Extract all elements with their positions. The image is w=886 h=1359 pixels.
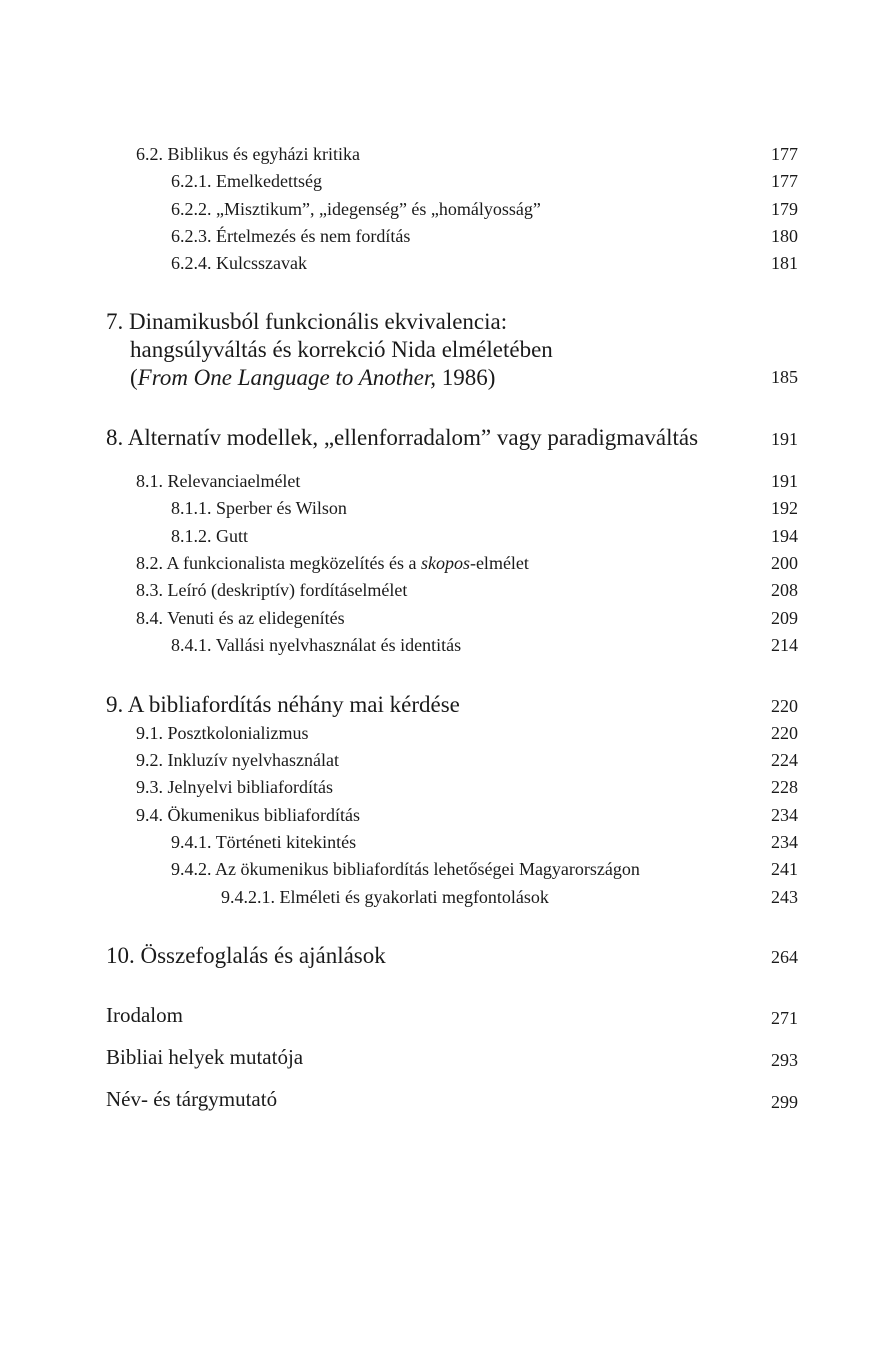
toc-entry-8-2 xyxy=(0,550,886,580)
toc-entry-9-4-2-1 xyxy=(0,884,886,914)
toc-entry-page: 208 xyxy=(771,580,798,600)
toc-entry-title: 8.4. Venuti és az elidegenítés xyxy=(136,608,345,628)
chapter-7-title-line-1: 7. Dinamikusból funkcionális ekvivalencia: xyxy=(106,309,508,334)
toc-entry-6-2-4 xyxy=(0,250,886,280)
chapter-10-page: 264 xyxy=(771,947,798,967)
toc-entry-page: 179 xyxy=(771,199,798,219)
chapter-9-title: 9. A bibliafordítás néhány mai kérdése xyxy=(106,692,460,717)
toc-entry-9-2 xyxy=(0,747,886,777)
chapter-8-title: 8. Alternatív modellek, „ellenforradalom” vagy paradigmaváltás xyxy=(106,425,699,450)
toc-entry-page: 241 xyxy=(771,859,798,879)
toc-entry-6-2-3 xyxy=(0,223,886,253)
toc-entry-title: 6.2.3. Értelmezés és nem fordítás xyxy=(171,226,411,246)
toc-entry-page: 243 xyxy=(771,887,798,907)
toc-entry-6-2 xyxy=(0,141,886,171)
toc-entry-title: 9.4.2.1. Elméleti és gyakorlati megfontolások xyxy=(221,887,549,907)
toc-chapter-9 xyxy=(0,691,886,721)
toc-chapter-8 xyxy=(0,424,886,454)
toc-entry-page: 200 xyxy=(771,553,798,573)
backmatter-title: Név- és tárgymutató xyxy=(106,1087,278,1111)
toc-entry-page: 224 xyxy=(771,750,798,770)
toc-entry-title: 8.1. Relevanciaelmélet xyxy=(136,471,301,491)
toc-entry-page: 181 xyxy=(771,253,798,273)
toc-entry-title: 8.2. A funkcionalista megközelítés és a skopos-elmélet xyxy=(136,553,529,573)
toc-backmatter-nev-targymutato xyxy=(0,1087,886,1117)
toc-entry-9-4 xyxy=(0,802,886,832)
toc-entry-page: 177 xyxy=(771,144,798,164)
backmatter-title: Irodalom xyxy=(106,1003,183,1027)
toc-entry-page: 228 xyxy=(771,777,798,797)
toc-entry-page: 214 xyxy=(771,635,798,655)
toc-entry-title: 6.2.1. Emelkedettség xyxy=(171,171,322,191)
toc-entry-8-4-1 xyxy=(0,632,886,662)
toc-entry-8-1-1 xyxy=(0,495,886,525)
toc-entry-page: 234 xyxy=(771,805,798,825)
toc-entry-page: 209 xyxy=(771,608,798,628)
toc-entry-page: 191 xyxy=(771,471,798,491)
chapter-9-page: 220 xyxy=(771,696,798,716)
toc-entry-title: 8.3. Leíró (deskriptív) fordításelmélet xyxy=(136,580,408,600)
chapter-8-page: 191 xyxy=(771,429,798,449)
toc-entry-8-1-2 xyxy=(0,523,886,553)
toc-entry-title: 9.3. Jelnyelvi bibliafordítás xyxy=(136,777,333,797)
toc-entry-page: 234 xyxy=(771,832,798,852)
toc-entry-9-1 xyxy=(0,720,886,750)
toc-entry-title: 6.2. Biblikus és egyházi kritika xyxy=(136,144,360,164)
backmatter-title: Bibliai helyek mutatója xyxy=(106,1045,304,1069)
backmatter-page: 271 xyxy=(771,1008,798,1028)
toc-entry-title: 8.1.1. Sperber és Wilson xyxy=(171,498,347,518)
chapter-10-title: 10. Összefoglalás és ajánlások xyxy=(106,943,386,968)
toc-entry-page: 180 xyxy=(771,226,798,246)
toc-entry-9-3 xyxy=(0,774,886,804)
toc-entry-title: 9.4.1. Történeti kitekintés xyxy=(171,832,357,852)
toc-entry-title: 6.2.2. „Misztikum”, „idegenség” és „homályosság” xyxy=(171,199,541,219)
backmatter-page: 299 xyxy=(771,1092,798,1112)
toc-entry-9-4-1 xyxy=(0,829,886,859)
toc-entry-9-4-2 xyxy=(0,856,886,886)
toc-entry-8-3 xyxy=(0,577,886,607)
toc-entry-page: 192 xyxy=(771,498,798,518)
toc-entry-6-2-1 xyxy=(0,168,886,198)
backmatter-page: 293 xyxy=(771,1050,798,1070)
toc-entry-title: 9.4.2. Az ökumenikus bibliafordítás lehetőségei Magyarországon xyxy=(171,859,640,879)
toc-entry-title: 9.1. Posztkolonializmus xyxy=(136,723,309,743)
toc-backmatter-bibliai-helyek xyxy=(0,1045,886,1075)
toc-entry-page: 194 xyxy=(771,526,798,546)
toc-entry-title: 9.2. Inkluzív nyelvhasználat xyxy=(136,750,339,770)
toc-entry-title: 8.4.1. Vallási nyelvhasználat és identitás xyxy=(171,635,462,655)
chapter-7-page: 185 xyxy=(771,367,798,387)
toc-entry-title: 6.2.4. Kulcsszavak xyxy=(171,253,307,273)
toc-entry-title: 8.1.2. Gutt xyxy=(171,526,249,546)
toc-chapter-10 xyxy=(0,942,886,972)
toc-backmatter-irodalom xyxy=(0,1003,886,1033)
chapter-7-title-line-2: hangsúlyváltás és korrekció Nida elméletében xyxy=(130,337,553,362)
toc-entry-page: 177 xyxy=(771,171,798,191)
toc-entry-8-4 xyxy=(0,605,886,635)
toc-entry-page: 220 xyxy=(771,723,798,743)
toc-entry-title: 9.4. Ökumenikus bibliafordítás xyxy=(136,805,360,825)
chapter-7-title-line-3: (From One Language to Another, 1986) xyxy=(130,365,496,390)
toc-entry-6-2-2 xyxy=(0,196,886,226)
toc-entry-8-1 xyxy=(0,468,886,498)
